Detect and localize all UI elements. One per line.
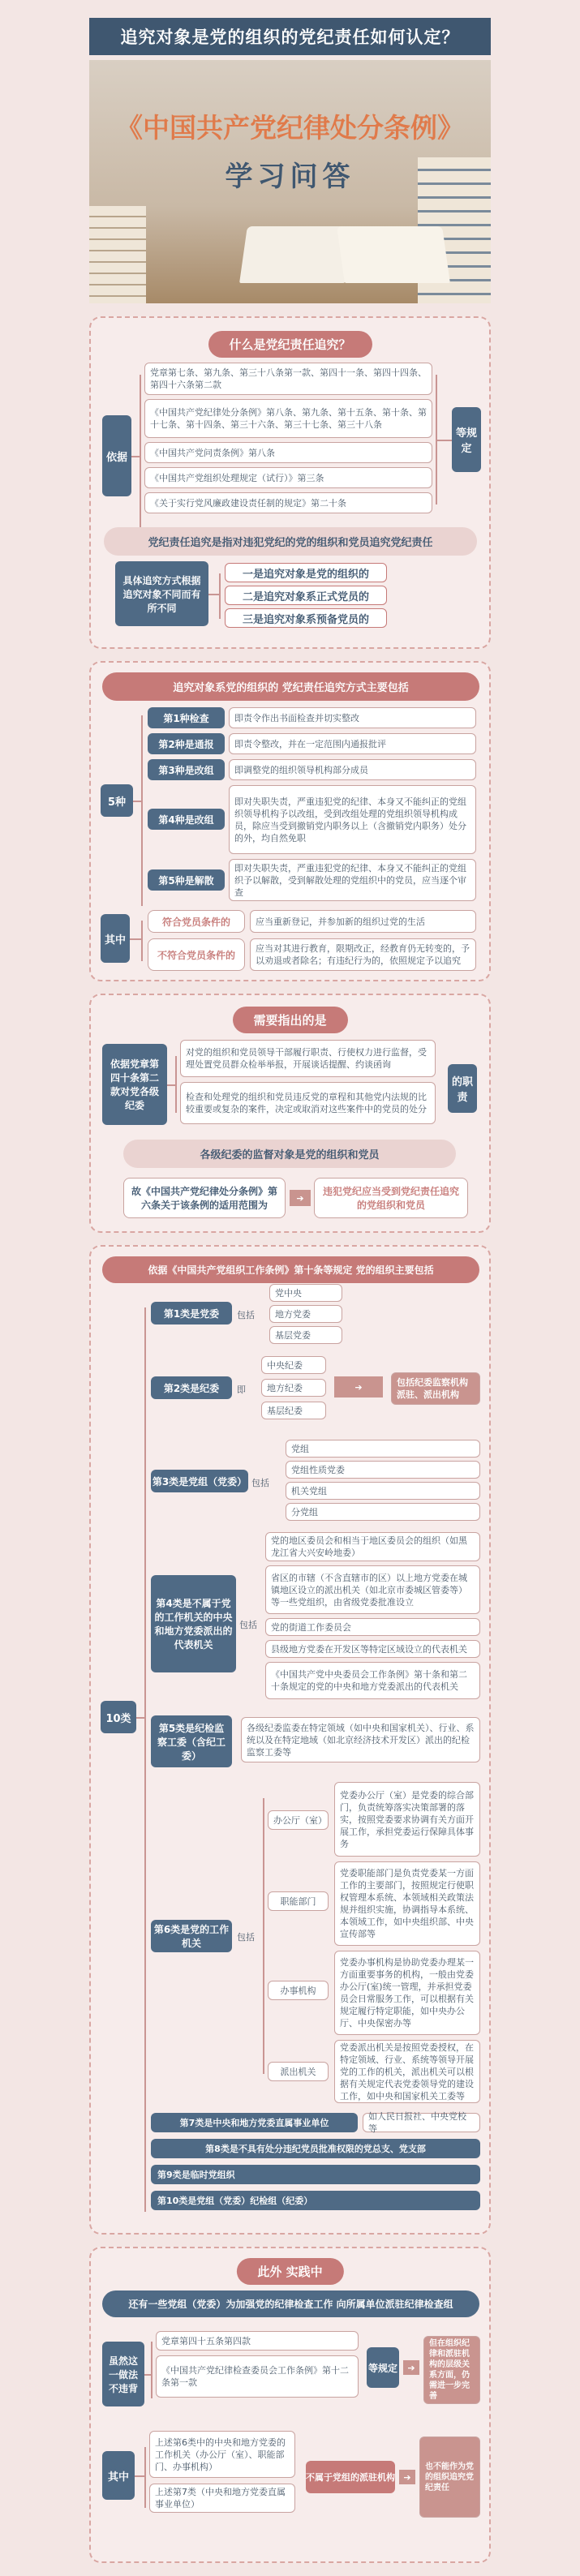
type-1: 第1类是党委 bbox=[151, 1302, 232, 1324]
among-label: 其中 bbox=[102, 2451, 135, 2500]
org-unit-desc: 党委派出机关是按照党委授权，在特定领域、行业、系统等领导开展党的工作的机关，派出机关可以根据有关规定代表党委领导党的建设工作，如中央和国家机关工委等 bbox=[334, 2040, 480, 2103]
open-book-right bbox=[337, 226, 450, 283]
org-unit-desc: 党委职能部门是负责党委某一方面工作的主要部门，按照规定行使职权管理本系统、本领域相关政策法规并组织实施，协调指导本系统、本领域工作，如中央组织部、中央宣传部等 bbox=[334, 1861, 480, 1946]
sub-item: 基层党委 bbox=[269, 1326, 342, 1344]
section-org-types bbox=[89, 1245, 491, 2235]
member-desc: 应当对其进行教育，限期改正，经教育仍无转变的，予以劝退或者除名；有违纪行为的，依照规定予以追究 bbox=[250, 938, 476, 971]
type-8: 第8类是不具有处分违纪党员批准权限的党总支、党支部 bbox=[151, 2139, 480, 2158]
section-practice bbox=[89, 2247, 491, 2563]
object-item: 一是追究对象是党的组织的 bbox=[225, 563, 387, 582]
sub-item: 中央纪委 bbox=[261, 1356, 326, 1374]
note-pill: 需要指出的是 bbox=[232, 1007, 347, 1033]
sub-item: 党的街道工作委员会 bbox=[265, 1618, 480, 1636]
type-3-incl: 包括 bbox=[251, 1478, 269, 1488]
arrow-icon: ➔ bbox=[399, 2470, 415, 2484]
not-dispatched: 不属于党组的派驻机构 bbox=[306, 2461, 395, 2493]
scope-target: 违犯党纪应当受到党纪责任追究的党组织和党员 bbox=[314, 1178, 468, 1218]
sub-item: 党的地区委员会和相当于地区委员会的组织（如黑龙江省大兴安岭地委） bbox=[265, 1532, 480, 1561]
type-5: 第5类是纪检监察工委（含纪工委） bbox=[151, 1715, 232, 1767]
kind-label: 第3种是改组 bbox=[148, 759, 225, 780]
kind-label: 第2种是通报 bbox=[148, 733, 225, 754]
open-book-left bbox=[239, 226, 353, 283]
kind-desc: 即责令作出书面检查并切实整改 bbox=[229, 707, 476, 728]
hero-subtitle: 学习问答 bbox=[225, 161, 355, 193]
practice-note: 但在组织纪律和派驻机构的层级关系方面，仍需进一步完善 bbox=[423, 2336, 480, 2404]
kind-label: 第5种是解散 bbox=[148, 869, 225, 891]
basis-item: 党章第七条、第九条、第三十八条第一款、第四十一条、第四十四条、第四十六条第二款 bbox=[144, 363, 432, 395]
member-label: 不符合党员条件的 bbox=[148, 938, 245, 971]
among-label: 其中 bbox=[101, 914, 130, 963]
sub-item: 党中央 bbox=[269, 1284, 342, 1302]
methods-bar: 追究对象系党的组织的 党纪责任追究方式主要包括 bbox=[102, 672, 479, 701]
sub-item: 省区的市辖（不含直辖市的区）以上地方党委在城镇地区设立的派出机关（如北京市委城区管委等）等一些党组织，由省级党委批准设立 bbox=[265, 1565, 480, 1614]
supervision-bar: 各级纪委的监督对象是党的组织和党员 bbox=[123, 1140, 456, 1168]
basis-item: 《关于实行党风廉政建设责任制的规定》第二十条 bbox=[144, 492, 432, 513]
sub-item: 《中国共产党中央委员会工作条例》第十条和第二十条规定的党的中央和地方党委派出的代表机关 bbox=[265, 1662, 480, 1699]
rule-item: 《中国共产党纪律检查委员会工作条例》第十二条第一款 bbox=[156, 2355, 359, 2398]
type-1-incl: 包括 bbox=[237, 1310, 255, 1320]
kind-desc: 即对失职失责，严重违犯党的纪律、本身又不能纠正的党组织予以解散，受到解散处理的党组织中的党员，应当逐个审查 bbox=[229, 859, 476, 901]
basis-item: 《中国共产党组织处理规定（试行）》第三条 bbox=[144, 467, 432, 488]
sub-item: 党组 bbox=[286, 1440, 480, 1458]
sub-item: 基层纪委 bbox=[261, 1402, 326, 1419]
org-types-bar: 依据《中国共产党组织工作条例》第十条等规定 党的组织主要包括 bbox=[102, 1256, 479, 1283]
type-6-incl: 包括 bbox=[237, 1932, 255, 1943]
org-unit: 办事机构 bbox=[268, 1981, 329, 2000]
practice-pill: 此外 实践中 bbox=[236, 2258, 343, 2285]
basis-item: 《中国共产党问责条例》第八条 bbox=[144, 442, 432, 463]
sub-item: 分党组 bbox=[286, 1503, 480, 1521]
ten-types-label: 10类 bbox=[101, 1701, 136, 1733]
org-unit-desc: 党委办公厅（室）是党委的综合部门，负责统筹落实决策部署的落实，按照党委要求协调有关方面开展工作，承担党委运行保障具体事务 bbox=[334, 1782, 480, 1857]
type-2-note: 包括纪委监察机构派驻、派出机构 bbox=[391, 1372, 480, 1405]
kind-desc: 即责令整改，并在一定范围内通报批评 bbox=[229, 733, 476, 754]
hero-title: 《中国共产党纪律处分条例》 bbox=[116, 112, 464, 144]
type-5-desc: 各级纪委监委在特定领域（如中央和国家机关）、行业、系统以及在特定地域（如北京经济技术开发区）派出的纪检监察工委等 bbox=[241, 1717, 480, 1762]
not-violate-label: 虽然这一做法不违背 bbox=[102, 2342, 144, 2406]
sub-item: 县级地方党委在开发区等特定区域设立的代表机关 bbox=[265, 1640, 480, 1658]
scope-basis: 故《中国共产党纪律处分条例》第六条关于该条例的适用范围为 bbox=[123, 1178, 286, 1218]
methods-label: 具体追究方式根据追究对象不同而有所不同 bbox=[115, 561, 208, 626]
type-2: 第2类是纪委 bbox=[151, 1376, 232, 1399]
page-title: 追究对象是党的组织的党纪责任如何认定？ bbox=[89, 18, 491, 55]
member-label: 符合党员条件的 bbox=[148, 910, 245, 933]
org-unit: 办公厅（室） bbox=[268, 1810, 329, 1830]
sub-item: 地方党委 bbox=[269, 1305, 342, 1323]
type-2-incl: 即 bbox=[237, 1385, 246, 1395]
arrow-icon: ➔ bbox=[403, 2360, 419, 2375]
books-stack-left bbox=[89, 206, 146, 303]
object-item: 二是追究对象系正式党员的 bbox=[225, 586, 387, 605]
section-pill: 什么是党纪责任追究？ bbox=[208, 331, 372, 358]
hero-banner bbox=[89, 60, 491, 303]
section-note bbox=[89, 994, 491, 1233]
rule-item: 党章第四十五条第四款 bbox=[156, 2331, 359, 2351]
kind-desc: 即对失职失责，严重违犯党的纪律、本身又不能纠正的党组织领导机构予以改组，受到改组处理的党组织领导机构成员，除应当受到撤销党内职务以上（含撤销党内职务）处分的外，均自然免职 bbox=[229, 785, 476, 854]
duty-item: 对党的组织和党员领导干部履行职责、行使权力进行监督，受理处置党员群众检举举报，开展谈话提醒、约谈函询 bbox=[180, 1040, 436, 1077]
org-unit: 职能部门 bbox=[268, 1891, 329, 1911]
kind-label: 第4种是改组 bbox=[148, 809, 225, 830]
excluded-item: 上述第7类（中央和地方党委直属事业单位） bbox=[149, 2484, 295, 2513]
sub-item: 党组性质党委 bbox=[286, 1461, 480, 1479]
type-7: 第7类是中央和地方党委直属事业单位 bbox=[151, 2113, 358, 2132]
member-desc: 应当重新登记，并参加新的组织过党的生活 bbox=[250, 910, 476, 933]
excluded-item: 上述第6类中的中央和地方党委的工作机关（办公厅（室）、职能部门、办事机构） bbox=[149, 2431, 295, 2478]
rules-suffix: 等规定 bbox=[367, 2347, 399, 2388]
type-4: 第4类是不属于党的工作机关的中央和地方党委派出的代表机关 bbox=[151, 1575, 236, 1672]
sub-item: 地方纪委 bbox=[261, 1379, 326, 1397]
rules-label: 等规定 bbox=[452, 407, 481, 472]
basis-item: 《中国共产党纪律处分条例》第八条、第九条、第十五条、第十条、第十七条、第十四条、第三十六条、第三十七条、第三十八条 bbox=[144, 399, 432, 438]
section-definition bbox=[89, 316, 491, 649]
basis-label: 依据 bbox=[102, 415, 131, 496]
arrow-icon: ➔ bbox=[334, 1376, 383, 1397]
kind-label: 第1种检查 bbox=[148, 707, 225, 728]
type-6: 第6类是党的工作机关 bbox=[151, 1920, 232, 1952]
org-unit: 派出机关 bbox=[268, 2062, 329, 2081]
conclusion: 也不能作为党的组织追究党纪责任 bbox=[419, 2436, 480, 2518]
practice-bar: 还有一些党组（党委）为加强党的纪律检查工作 向所属单位派驻纪律检查组 bbox=[102, 2290, 479, 2317]
object-item: 三是追究对象系预备党员的 bbox=[225, 608, 387, 628]
duty-item: 检查和处理党的组织和党员违反党的章程和其他党内法规的比较重要或复杂的案件，决定或取消对这些案件中的党员的处分 bbox=[180, 1082, 436, 1124]
duty-label: 的职责 bbox=[448, 1064, 477, 1113]
type-10: 第10类是党组（党委）纪检组（纪委） bbox=[151, 2191, 480, 2210]
type-7-desc: 如人民日报社、中央党校等 bbox=[363, 2113, 480, 2132]
org-unit-desc: 党委办事机构是协助党委办理某一方面重要事务的机构，一般由党委办公厅(室)统一管理，并承担党委员会日常服务工作，可以根据有关规定履行特定职能，如中央办公厅、中央保密办等 bbox=[334, 1951, 480, 2035]
type-4-incl: 包括 bbox=[239, 1620, 257, 1630]
type-3: 第3类是党组（党委） bbox=[151, 1470, 248, 1492]
type-9: 第9类是临时党组织 bbox=[151, 2165, 480, 2184]
note-basis: 依据党章第四十条第二款对党各级纪委 bbox=[102, 1044, 167, 1125]
five-kinds-label: 5种 bbox=[101, 784, 133, 817]
sub-item: 机关党组 bbox=[286, 1482, 480, 1500]
section-methods bbox=[89, 661, 491, 981]
arrow-icon: ➔ bbox=[290, 1190, 311, 1206]
definition-bar: 党纪责任追究是指对违犯党纪的党的组织和党员追究党纪责任 bbox=[104, 527, 477, 556]
kind-desc: 即调整党的组织领导机构部分成员 bbox=[229, 759, 476, 780]
